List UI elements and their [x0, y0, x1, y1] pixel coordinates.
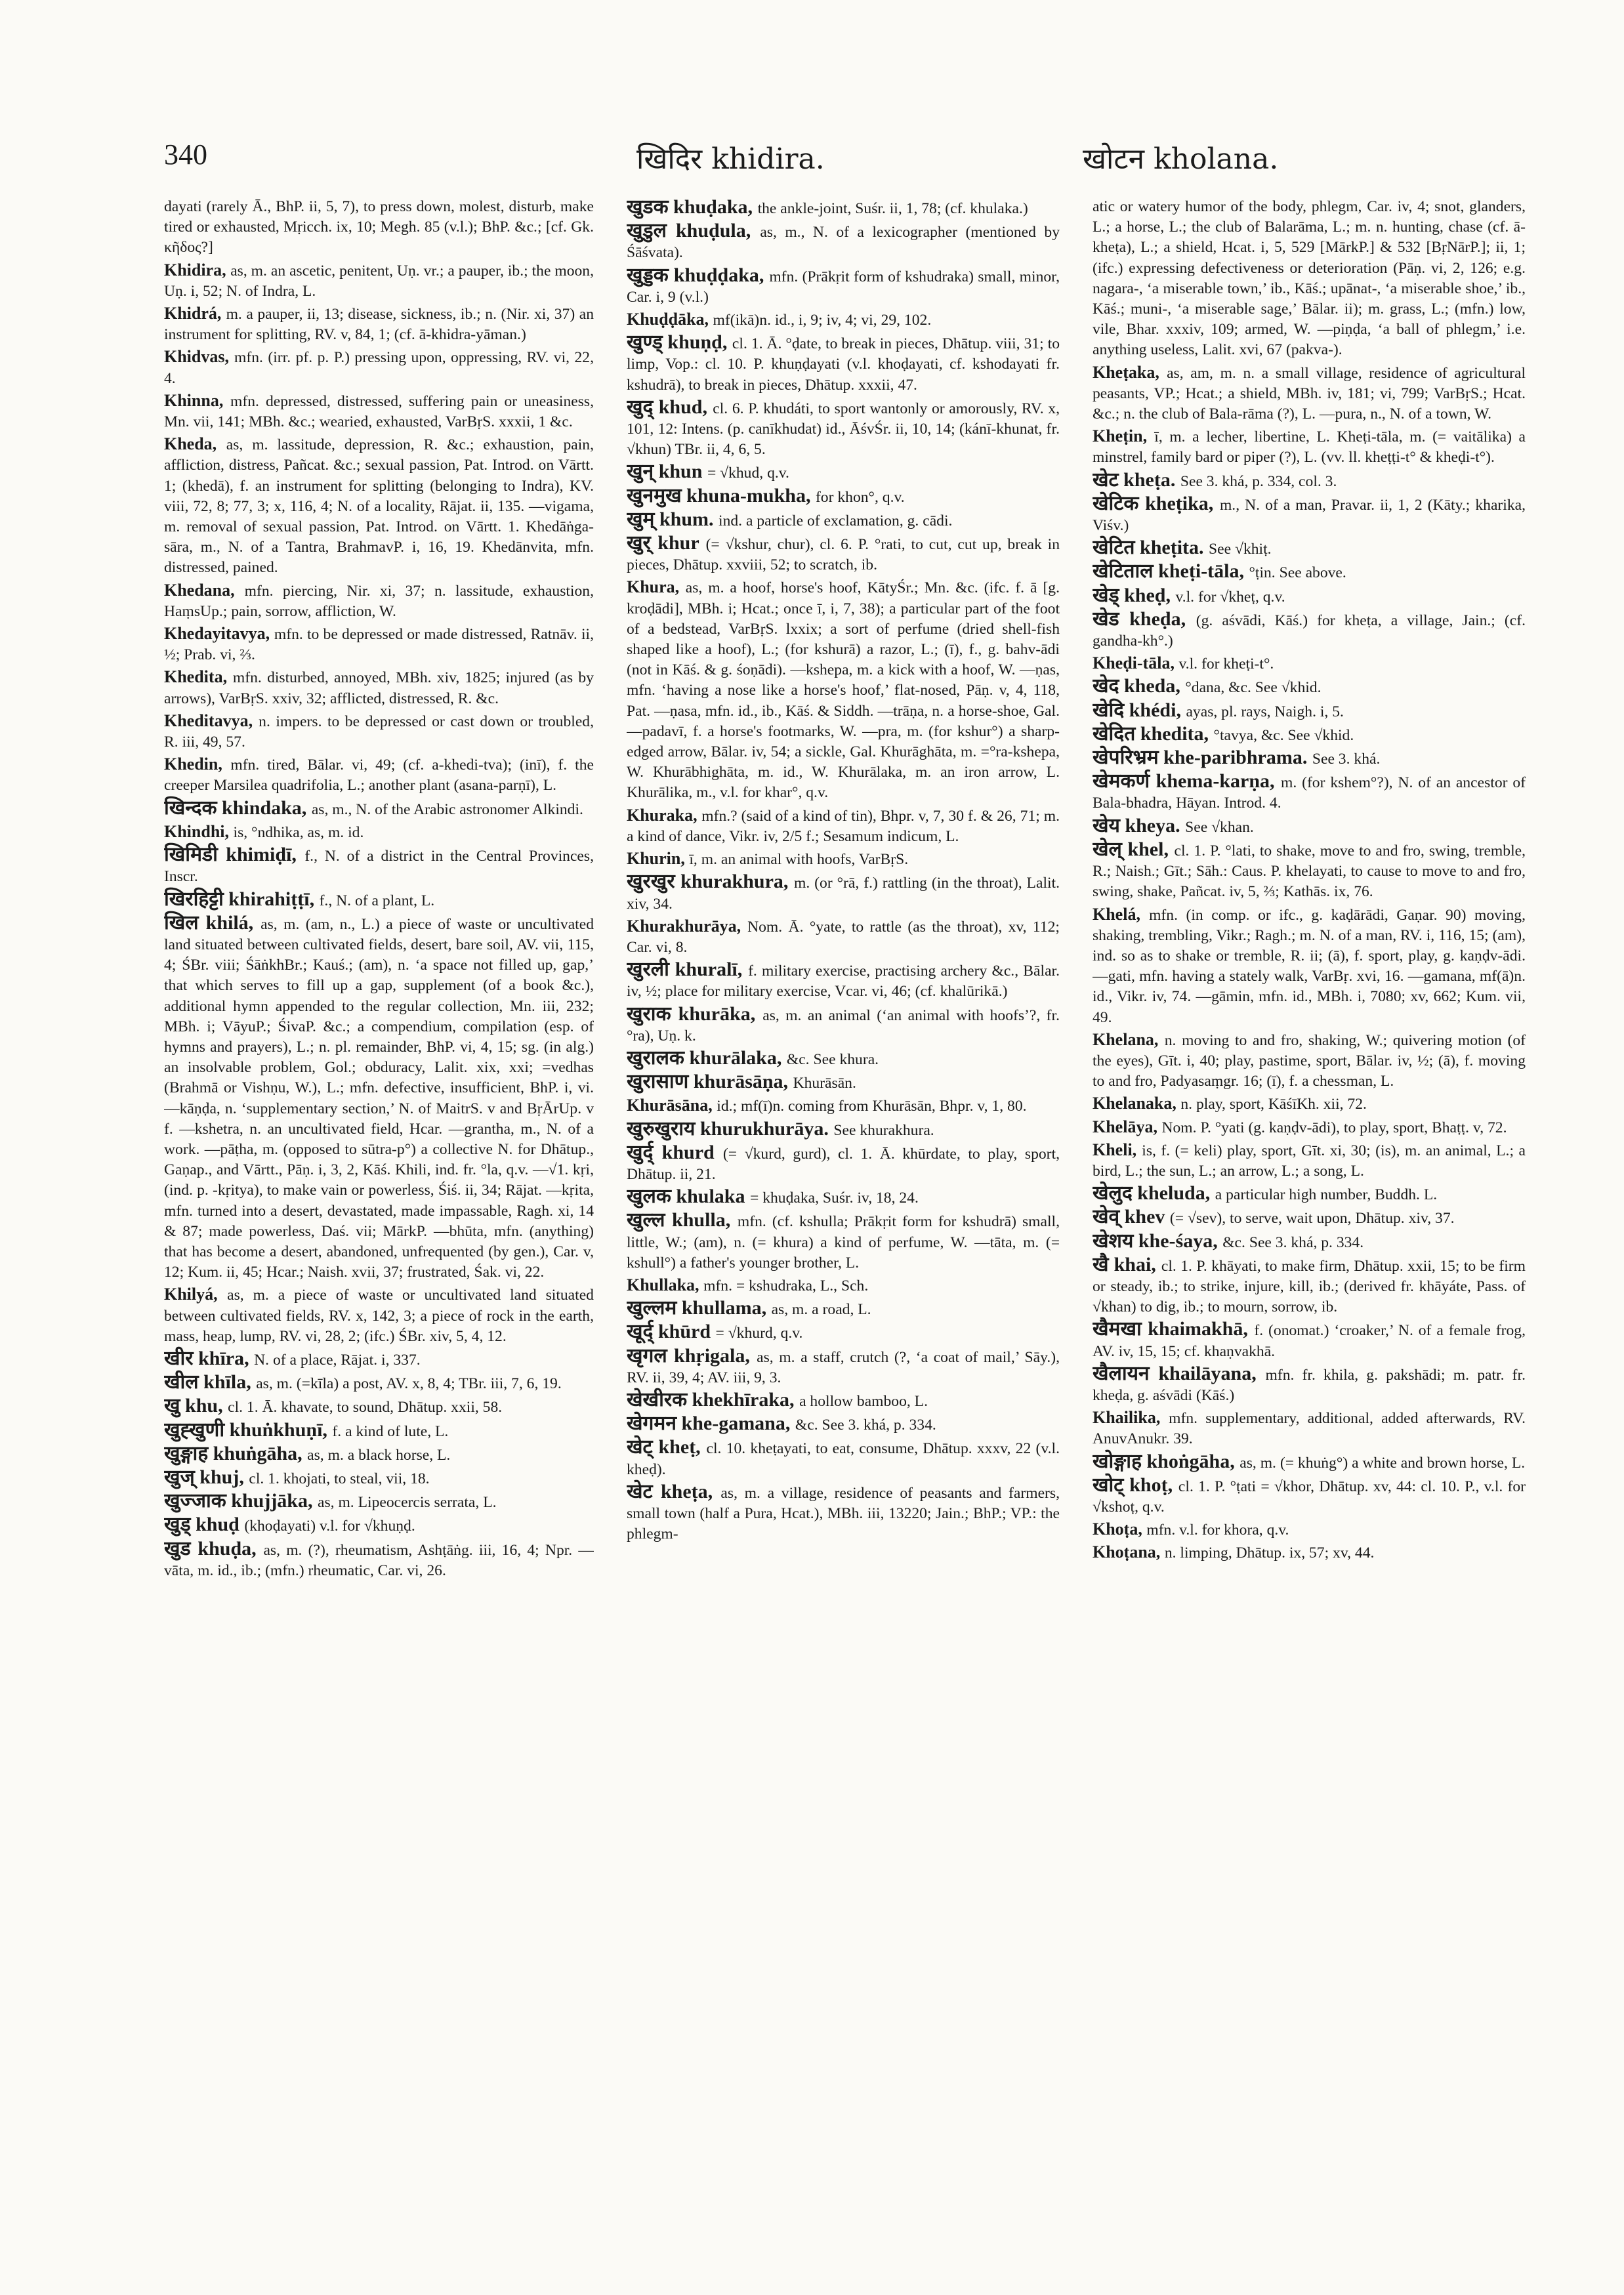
entry-headword: खेट् kheṭ, [627, 1436, 707, 1458]
dictionary-entry [164, 1491, 594, 1513]
entry-headword: खुरालक khurālaka, [627, 1046, 787, 1069]
dictionary-entry [164, 303, 594, 345]
entry-definition: as, m. lassitude, depression, R. &c.; exhaustion, pain, affliction, distress, Pañcat. &c.; sexual passion, Pat. Introd. on Vārtt. 1; (khedā), f. an instrument for splitting (belonging to Indra), KV. viii, 72, 8; 77, 3; x, 116, 4; N. of a locality, Rājat. ii, 135. —vigama, m. removal of sexual passion, Pat. Introd. on Vārtt. 1. Khedāṅga-sāra, m., N. of a Tantra, BrahmavP. i, 16, 19. Khedānvita, mfn. distressed, pained. [164, 436, 594, 577]
entry-definition: See √khiṭ. [1209, 541, 1272, 558]
dictionary-entry [1093, 700, 1526, 722]
entry-definition: cl. 1. Ā. °ḍate, to break in pieces, Dhātup. viii, 31; to limp, Vop.: cl. 10. P. khuṇḍayati (v.l. khoḍayati, cf. kshodayati fr. kshudrā), to break in pieces, Dhātup. xxxii, 47. [627, 335, 1060, 394]
entry-headword: Khelana, [1093, 1029, 1165, 1049]
entry-headword: खैमखा khaimakhā, [1093, 1318, 1255, 1340]
entry-headword: खुडुल khuḍula, [627, 220, 760, 242]
dictionary-entry [627, 309, 1060, 331]
entry-definition: (= √kurd, gurd), cl. 1. Ā. khūrdate, to play, sport, Dhātup. ii, 21. [627, 1145, 1060, 1183]
entry-definition: n. limping, Dhātup. ix, 57; xv, 44. [1164, 1544, 1375, 1562]
entry-headword: खुन् khun [627, 461, 707, 483]
entry-definition: mfn. (cf. kshulla; Prākṛit form for kshudrā) small, little, W.; (am), n. (= khura) a kind of perfume, W. —tāta, m. (= kshull°) a father's younger brother, L. [627, 1213, 1060, 1272]
entry-headword: Kheḍi-tāla, [1093, 653, 1179, 673]
dictionary-entry [1093, 585, 1526, 608]
entry-headword: Khailika, [1093, 1408, 1169, 1428]
entry-definition: mfn. (irr. pf. p. P.) pressing upon, oppressing, RV. vi, 22, 4. [164, 349, 594, 387]
entry-definition: See khurakhura. [833, 1121, 934, 1139]
entry-headword: Khedita, [164, 667, 233, 687]
entry-definition: mf(ikā)n. id., i, 9; iv, 4; vi, 29, 102. [713, 312, 932, 329]
dictionary-entry [627, 1390, 1060, 1412]
entry-definition: a hollow bamboo, L. [799, 1392, 928, 1410]
entry-headword: खुराक khurāka, [627, 1003, 763, 1025]
dictionary-entry [164, 1514, 594, 1537]
entry-definition: (g. aśvādi, Kāś.) for kheṭa, a village, Jain.; (cf. gandha-kh°.) [1093, 611, 1526, 650]
dictionary-entry [164, 754, 594, 796]
entry-definition: dayati (rarely Ā., BhP. ii, 5, 7), to press down, molest, disturb, make tired or exhausted, Mṛicch. ix, 10; Megh. 85 (v.l.); BhP. &c.; [cf. Gk. κῆδος?] [164, 198, 594, 257]
dictionary-entry [1093, 816, 1526, 838]
dictionary-entry [1093, 1319, 1526, 1361]
dictionary-entry [1093, 771, 1526, 814]
dictionary-entry [164, 260, 594, 302]
entry-definition: mfn. depressed, distressed, suffering pain or uneasiness, Mn. vii, 141; MBh. &c.; wearied, exhausted, VarBṛS. xxxii, 1 &c. [164, 392, 594, 431]
dictionary-entry [627, 1071, 1060, 1094]
entry-headword: Khelanaka, [1093, 1094, 1181, 1113]
dictionary-entry [1093, 1363, 1526, 1406]
entry-headword: खुल्ल khulla, [627, 1209, 738, 1231]
entry-definition: °dana, &c. See √khid. [1185, 679, 1322, 697]
entry-definition: mfn. (Prākṛit form of kshudraka) small, minor, Car. i, 9 (v.l.) [627, 268, 1060, 306]
dictionary-entry [1093, 1117, 1526, 1138]
entry-headword: Kheda, [164, 434, 226, 454]
entry-definition: as, m. an animal (‘an animal with hoofs’?, fr. °ra), Uṇ. k. [627, 1006, 1060, 1044]
entry-definition: mfn. supplementary, additional, added afterwards, RV. AnuvAnukr. 39. [1093, 1410, 1526, 1448]
entry-definition: Nom. Ā. °yate, to rattle (as the throat), xv, 112; Car. vi, 8. [627, 918, 1060, 956]
dictionary-entry [627, 1321, 1060, 1344]
dictionary-entry [627, 461, 1060, 484]
dictionary-entry [164, 667, 594, 709]
entry-definition: mfn.? (said of a kind of tin), Bhpr. v, 7, 30 f. & 26, 71; m. a kind of dance, Vikr. iv, 2/5 f.; Sesamum indicum, L. [627, 807, 1060, 845]
dictionary-entry [164, 711, 594, 753]
entry-headword: Khidrá, [164, 304, 226, 323]
entry-headword: खै khai, [1093, 1253, 1161, 1275]
entry-headword: खु khu, [164, 1395, 228, 1417]
dictionary-entry [164, 434, 594, 578]
dictionary-entry [627, 197, 1060, 219]
dictionary-entry [1093, 1140, 1526, 1182]
dictionary-entry [164, 580, 594, 622]
dictionary-entry [627, 1095, 1060, 1117]
entry-headword: खुड khuḍa, [164, 1537, 264, 1560]
entry-headword: खीर khīra, [164, 1347, 255, 1369]
dictionary-entry [1093, 470, 1526, 492]
dictionary-entry [627, 397, 1060, 461]
entry-definition: as, m. a village, residence of peasants and farmers, small town (half a Pura, Hcat.), MBh. iii, 13220; Jain.; BhP.; VP.: the phlegm- [627, 1484, 1060, 1543]
dictionary-entry [627, 871, 1060, 914]
column-1 [164, 197, 594, 2264]
entry-definition: See 3. khá, p. 334, col. 3. [1180, 472, 1337, 490]
entry-definition: ind. a particle of exclamation, g. cādi. [718, 512, 953, 529]
entry-definition: as, m. (?), rheumatism, Ashṭāṅg. iii, 16, 4; Npr. —vāta, m. id., ib.; (mfn.) rheumatic, Car. vi, 26. [164, 1541, 594, 1579]
dictionary-entry [627, 1048, 1060, 1070]
entry-headword: खेटित kheṭita. [1093, 537, 1209, 559]
entry-headword: खुलक khulaka [627, 1186, 750, 1208]
entry-headword: खेटिक kheṭika, [1093, 492, 1220, 514]
dictionary-entry [627, 1346, 1060, 1388]
entry-definition: f. a kind of lute, L. [332, 1422, 449, 1440]
entry-definition: m., N. of a man, Pravar. ii, 1, 2 (Kāty.; kharika, Viśv.) [1093, 496, 1526, 535]
entry-definition: cl. 6. P. khudáti, to sport wantonly or amorously, RV. x, 101, 12: Intens. (p. canīkhudat) id., ĀśvŚr. ii, 10, 14; (kánī-khunat, fr. √khun) TBr. ii, 4, 6, 5. [627, 400, 1060, 459]
entry-definition: ayas, pl. rays, Naigh. i, 5. [1186, 703, 1344, 720]
entry-definition: m. (for kshem°?), N. of an ancestor of Bala-bhadra, Hāyan. Introd. 4. [1093, 774, 1526, 812]
entry-definition: n. moving to and fro, shaking, W.; quivering motion (of the eyes), Gīt. i, 40; play, pastime, sport, Bālar. iv, ½; (ā), f. moving to and fro, Padyasaṃgr. 16; (ī), f. a chessman, L. [1093, 1031, 1526, 1090]
entry-definition: mfn. to be depressed or made distressed, Ratnāv. ii, ½; Prab. vi, ⅔. [164, 626, 594, 664]
entry-definition: f., N. of a district in the Central Provinces, Inscr. [164, 848, 594, 886]
dictionary-entry [627, 1210, 1060, 1273]
dictionary-entry [627, 805, 1060, 847]
entry-headword: खेगमन khe-gamana, [627, 1413, 795, 1435]
entry-headword: खुह्खुणी khuṅkhuṇī, [164, 1418, 333, 1441]
entry-definition: &c. See 3. khá, p. 334. [1222, 1233, 1364, 1251]
entry-definition: v.l. for kheṭi-t°. [1178, 655, 1274, 673]
entry-definition: (= √kshur, chur), cl. 6. P. °rati, to cut, cut up, break in pieces, Dhātup. xxviii, 52; to scratch, ib. [627, 536, 1060, 574]
entry-definition: Khurāsān. [793, 1075, 856, 1092]
dictionary-entry [1093, 493, 1526, 536]
entry-definition: (= √sev), to serve, wait upon, Dhātup. xiv, 37. [1169, 1210, 1455, 1228]
entry-headword: Kheditavya, [164, 711, 259, 730]
entry-headword: खेट kheṭa. [1093, 468, 1180, 491]
dictionary-entry [1093, 426, 1526, 468]
entry-headword: खेशय khe-śaya, [1093, 1230, 1223, 1252]
dictionary-entry [1093, 904, 1526, 1028]
entry-definition: ī, m. an animal with hoofs, VarBṛS. [689, 851, 909, 869]
dictionary-entry [1093, 1207, 1526, 1229]
entry-headword: Khoṭana, [1093, 1542, 1165, 1562]
entry-headword: खेदित khedita, [1093, 722, 1214, 745]
dictionary-entry [164, 913, 594, 1283]
entry-definition: f., N. of a plant, L. [319, 892, 435, 909]
entry-headword: Khura, [627, 577, 686, 597]
entry-definition: as, m. a hoof, horse's hoof, KātyŚr.; Mn. &c. (ifc. f. ā [g. kroḍādi], MBh. i; Hcat.; once ī, i, 7, 38); a particular part of the foot of a bedstead, VarBṛS. lxxix; a sort of perfume (dried shell-fish shaped like a hoof), L.; (for kshurā) a razor, L.; (ī), f., g. bahv-ādi (not in Kāś. & g. śoṇādi). —kshepa, m. a kick with a hoof, W. —ṇas, mfn. ‘having a nose like a horse's hoof,’ flat-nosed, Pāṇ. v, 4, 118, Pat. —ṇasa, mfn. id., ib., Kāś. & Siddh. —trāṇa, n. a horse-shoe, Gal. —padavī, f. a horse's footmarks, W. —pra, m. (for kshur°) a sharp-edged arrow, Bālar. iv, 54; a sickle, Gal. Khurāghāta, m. =°ra-kshepa, W. Khurābhighāta, m. id., W. Khurālaka, m. an iron arrow, L. Khurālika, m., v.l. for khar°, q.v. [627, 579, 1060, 802]
entry-definition: mfn. tired, Bālar. vi, 49; (cf. a-khedi-tva); (inī), f. the creeper Marsilea quadrifolia, L.; another plant (asana-parṇī), L. [164, 756, 594, 795]
dictionary-entry [164, 346, 594, 388]
entry-definition: = √khud, q.v. [707, 465, 789, 482]
entry-headword: खुरली khuralī, [627, 959, 749, 981]
dictionary-entry [1093, 609, 1526, 651]
entry-definition: mfn. disturbed, annoyed, MBh. xiv, 1825; injured (as by arrows), VarBṛS. xxiv, 32; afflicted, distressed, R. &c. [164, 669, 594, 707]
entry-headword: खेड् kheḍ, [1093, 584, 1176, 606]
column-3 [1093, 197, 1526, 2264]
entry-headword: खुडक khuḍaka, [627, 197, 758, 218]
entry-headword: Khinna, [164, 390, 230, 410]
entry-headword: Khedana, [164, 580, 245, 600]
entry-definition: cl. 1. P. khāyati, to make firm, Dhātup. xxii, 15; to be firm or steady, ib.; to strike, injure, kill, ib.; (derived fr. khāyáte, Pass. of √khan) to dig, ib.; to mourn, sorrow, ib. [1093, 1257, 1526, 1316]
entry-definition: n. impers. to be depressed or cast down or troubled, R. iii, 49, 57. [164, 713, 594, 751]
entry-definition: ī, m. a lecher, libertine, L. Kheṭi-tāla, m. (= vaitālika) a minstrel, family bard or piper (?), L. (vv. ll. kheṭṭi-t° & kheḍi-t°). [1093, 428, 1526, 466]
dictionary-entry [627, 1275, 1060, 1296]
entry-headword: खेपरिभ्रम khe-paribhrama. [1093, 747, 1312, 769]
entry-definition: atic or watery humor of the body, phlegm, Car. iv, 4; snot, glanders, L.; a horse, L.; the club of Balarāma, L.; m. n. hunting, chase (cf. ā-kheṭa), L.; a shield, Hcat. i, 5, 529 [MārkP.] & 532 [BṛNārP.]; ii, 1; (ifc.) expressing defectiveness or deterioration (Pāṇ. vi, 2, 126; e.g. nagara-, ‘a miserable town,’ ib., Kāś.; upānat-, ‘a miserable shoe,’ ib., Kāś.; muni-, ‘a miserable sage,’ Bālar. ii); m. grass, L.; (mfn.) low, vile, Bhar. xxxiv, 109; armed, W. —piṇḍa, ‘a ball of phlegm,’ i.e. anything useless, Lalit. xvi, 67 (pakva-). [1093, 198, 1526, 359]
dictionary-entry [627, 1142, 1060, 1185]
entry-definition: cl. 10. kheṭayati, to eat, consume, Dhātup. xxxv, 22 (v.l. kheḍ). [627, 1440, 1060, 1478]
entry-definition: = khuḍaka, Suśr. iv, 18, 24. [750, 1189, 919, 1207]
entry-headword: खेदि khédi, [1093, 699, 1186, 721]
entry-headword: खुनमुख khuna-mukha, [627, 484, 816, 507]
entry-definition: &c. See 3. khá, p. 334. [795, 1416, 936, 1434]
entry-headword: खैलायन khailāyana, [1093, 1362, 1266, 1384]
entry-headword: खुड् khuḍ [164, 1514, 245, 1536]
entry-headword: खुम् khum. [627, 508, 719, 530]
dictionary-entry [1093, 653, 1526, 674]
entry-headword: खेमकर्ण khema-karṇa, [1093, 770, 1281, 793]
dictionary-entry [1093, 747, 1526, 770]
entry-definition: f. military exercise, practising archery &c., Bālar. iv, ½; place for military exercise, Vcar. vi, 46; (cf. khalūrikā.) [627, 962, 1060, 1001]
dictionary-entry [164, 821, 594, 843]
entry-headword: खुर् khur [627, 532, 706, 554]
dictionary-entry [627, 1298, 1060, 1320]
entry-definition: Nom. P. °yati (g. kaṇḍv-ādi), to play, sport, Bhaṭṭ. v, 72. [1161, 1119, 1507, 1136]
dictionary-entry [164, 1443, 594, 1466]
entry-headword: खुद् khud, [627, 396, 713, 418]
entry-headword: Kheṭin, [1093, 426, 1155, 446]
entry-headword: खेद kheda, [1093, 675, 1186, 697]
entry-headword: खेड kheḍa, [1093, 608, 1196, 630]
dictionary-entry [627, 332, 1060, 396]
entry-definition: = √khurd, q.v. [715, 1325, 803, 1342]
entry-definition: N. of a place, Rājat. i, 337. [254, 1351, 421, 1369]
dictionary-entry [1093, 676, 1526, 698]
entry-definition: mfn. fr. khila, g. pakshādi; m. patr. fr. kheḍa, g. aśvādi (Kāś.) [1093, 1366, 1526, 1404]
entry-headword: खुरखुर khurakhura, [627, 871, 794, 893]
entry-definition: as, m. a road, L. [771, 1301, 871, 1319]
entry-definition: id.; mf(ī)n. coming from Khurāsān, Bhpr. v, 1, 80. [717, 1098, 1027, 1115]
dictionary-entry [1093, 1093, 1526, 1115]
dictionary-entry [627, 577, 1060, 803]
entry-definition: as, am, m. n. a small village, residence of agricultural peasants, VP.; Hcat.; a shield, MBh. iv, 181; vi, 799; VarBṛS.; Hcat. &c.; n. the club of Bala-rāma (?), L. —pura, n., N. of a town, W. [1093, 364, 1526, 423]
entry-headword: खुज् khuj, [164, 1466, 249, 1488]
entry-definition: is, f. (= keli) play, sport, Gīt. xi, 30; (is), m. an animal, L.; a bird, L.; the sun, L.; an arrow, L.; a song, L. [1093, 1142, 1526, 1180]
dictionary-entry [164, 798, 594, 820]
entry-definition: cl. 1. Ā. khavate, to sound, Dhātup. xxii, 58. [228, 1399, 503, 1416]
dictionary-entry [164, 844, 594, 887]
entry-headword: खेव् khev [1093, 1206, 1170, 1228]
dictionary-entry [164, 1348, 594, 1371]
entry-definition: as, m. Lipeocercis serrata, L. [318, 1494, 497, 1512]
entry-headword: Khilyá, [164, 1285, 228, 1304]
dictionary-entry [627, 1413, 1060, 1436]
entry-definition: °ṭin. See above. [1249, 564, 1346, 582]
entry-definition: as, m., N. of a lexicographer (mentioned by Śāśvata). [627, 224, 1060, 262]
dictionary-entry [627, 959, 1060, 1002]
entry-headword: Khoṭa, [1093, 1520, 1147, 1539]
dictionary-entry [627, 265, 1060, 308]
dictionary-entry [627, 220, 1060, 263]
dictionary-entry [1093, 1451, 1526, 1474]
entry-headword: खुरुखुराय khurukhurāya. [627, 1117, 834, 1140]
entry-headword: खेखीरक khekhīraka, [627, 1388, 800, 1411]
entry-headword: खेय kheya. [1093, 814, 1186, 837]
entry-headword: खेटिताल kheṭi-tāla, [1093, 560, 1249, 583]
dictionary-entry [627, 1004, 1060, 1046]
entry-definition: as, m. a staff, crutch (?, ‘a coat of mail,’ Sāy.), RV. ii, 39, 4; AV. iii, 9, 3. [627, 1348, 1060, 1386]
dictionary-entry [1093, 362, 1526, 425]
dictionary-entry [164, 1284, 594, 1347]
column-2 [627, 197, 1060, 2264]
entry-headword: खृगल khṛigala, [627, 1344, 757, 1367]
dictionary-entry [164, 390, 594, 432]
dictionary-entry [1093, 1231, 1526, 1253]
dictionary-entry [1093, 561, 1526, 583]
dictionary-entry [627, 1437, 1060, 1479]
entry-definition: (khoḍayati) v.l. for √khuṇḍ. [244, 1518, 415, 1535]
entry-definition: m. (or °rā, f.) rattling (in the throat), Lalit. xiv, 34. [627, 875, 1060, 913]
entry-headword: खुल्लम khullama, [627, 1297, 772, 1319]
dictionary-entry [1093, 1407, 1526, 1449]
entry-headword: Kheṭaka, [1093, 362, 1167, 382]
entry-definition: as, m. an ascetic, penitent, Uṇ. vr.; a pauper, ib.; the moon, Uṇ. i, 52; N. of Indra, L. [164, 262, 594, 300]
dictionary-entry [1093, 537, 1526, 560]
entry-headword: Khurakhurāya, [627, 916, 748, 936]
dictionary-entry [164, 197, 594, 258]
entry-definition: See √khan. [1185, 818, 1254, 836]
dictionary-entry [627, 533, 1060, 575]
entry-definition: as, m. a piece of waste or uncultivated land situated between cultivated fields, RV. x, 142, 3; a piece of rock in the earth, mass, heap, lump, RV. vi, 28, 2; (ifc.) ŚBr. xiv, 5, 4, 12. [164, 1287, 594, 1345]
entry-headword: खुर्द् khurd [627, 1141, 723, 1163]
entry-definition: cl. 1. P. °lati, to shake, move to and fro, swing, tremble, R.; Naish.; Gīt.; Sāh.: Caus. P. khelayati, to cause to move to and fro, swing, shake, Pañcat. iv, 5, ⅔; Kathās. ix, 76. [1093, 842, 1526, 901]
dictionary-entry [164, 623, 594, 665]
dictionary-entry [1093, 839, 1526, 903]
entry-headword: खिन्दक khindaka, [164, 796, 312, 819]
dictionary-entry [627, 1481, 1060, 1545]
dictionary-entry [1093, 1542, 1526, 1563]
entry-headword: Khuḍḍāka, [627, 310, 713, 329]
entry-definition: as, m., N. of the Arabic astronomer Alkindi. [311, 800, 583, 818]
entry-headword: खोट् khoṭ, [1093, 1474, 1178, 1496]
entry-headword: Khullaka, [627, 1275, 704, 1294]
dictionary-entry [164, 1372, 594, 1394]
entry-headword: खुङ्गाह khuṅgāha, [164, 1442, 308, 1464]
entry-definition: v.l. for √kheṭ, q.v. [1175, 588, 1285, 606]
entry-headword: खूर्द् khūrd [627, 1321, 716, 1343]
entry-definition: &c. See khura. [786, 1050, 879, 1068]
dictionary-entry [164, 889, 594, 911]
entry-headword: खुड्डक khuḍḍaka, [627, 264, 770, 286]
entry-definition: as, m. a black horse, L. [307, 1446, 451, 1464]
entry-headword: Khidira, [164, 260, 231, 279]
dictionary-entry [1093, 197, 1526, 361]
entry-definition: cl. 1. P. °ṭati = √khor, Dhātup. xv, 44: cl. 10. P., v.l. for √kshoṭ, q.v. [1093, 1478, 1526, 1516]
entry-definition: mfn. v.l. for khora, q.v. [1146, 1521, 1289, 1539]
entry-headword: Khuraka, [627, 805, 702, 825]
entry-headword: Khedin, [164, 755, 231, 774]
entry-headword: खेट kheṭa, [627, 1480, 721, 1502]
entry-definition: as, m. (= khuṅg°) a white and brown horse, L. [1239, 1454, 1526, 1472]
entry-definition: f. (onomat.) ‘croaker,’ N. of a female frog, AV. iv, 15, 15; cf. khaṇvakhā. [1093, 1322, 1526, 1360]
entry-definition: as, m. (am, n., L.) a piece of waste or uncultivated land situated between cultivated fields, desert, bare soil, AV. vii, 115, 4; ŚBr. viii; ŚāṅkhBr.; Kauś.; (am), n. ‘a space not filled up, gap,’ that which serves to fill up a gap, supplement (of a book &c.), additional hymn appended to the regular collection, Mn. iii, 232; MBh. i; VāyuP.; ŚivaP. &c.; a compendium, compilation (esp. of hymns and prayers), L.; n. pl. remainder, BhP. vi, 4, 15; sg. (in alg.) an insolvable problem, Gol.; obduracy, Lalit. xix, xxi; =vedhas (Brahmā or Vishṇu, W.), L.; mfn. defective, insufficient, BhP. i, vi. —kāṇḍa, n. ‘supplementary section,’ N. of MaitrS. v and BṛĀrUp. v f. —kshetra, n. an uncultivated field, Hcar. —grantha, m., N. of a work. —pāṭha, m. (opposed to sūtra-p°) a collective N. for Dhātup., Gaṇap., and Vārtt., Pāṇ. i, 3, 2, Kāś. Khili, ind. fr. °la, q.v. —√1. kṛi, (ind. p. -kṛitya), to make vain or powerless, Śiś. ii, 34; Rājat. —kṛita, mfn. turned into a desert, devastated, made impassable, Ragh. xi, 14 & 87; made powerless, Daś. vii; MārkP. —bhūta, mfn. (anything) that has become a desert, abandoned, unfrequented (by gen.), Car. v, 12; Kum. ii, 45; Hcar.; Naish. xvii, 37; frustrated, Śak. vi, 22. [164, 915, 594, 1281]
entry-definition: mfn. = kshudraka, L., Sch. [703, 1277, 869, 1294]
entry-headword: खुरासाण khurāsāṇa, [627, 1071, 793, 1093]
dictionary-entry [1093, 1475, 1526, 1518]
entry-headword: खुण्ड् khuṇḍ, [627, 331, 732, 354]
entry-headword: खोङ्गाह khoṅgāha, [1093, 1450, 1240, 1472]
entry-headword: Khurāsāna, [627, 1096, 717, 1115]
entry-headword: खील khīla, [164, 1371, 257, 1394]
page-number: 340 [164, 138, 207, 171]
entry-headword: खेल् khel, [1093, 838, 1175, 860]
dictionary-entry [627, 486, 1060, 508]
guide-word-right: खोटन kholana. [1083, 142, 1279, 176]
dictionary-entry [1093, 1029, 1526, 1092]
entry-headword: खिरहिट्टी khirahiṭṭī, [164, 888, 320, 910]
dictionary-entry [627, 1119, 1060, 1141]
dictionary-entry [164, 1420, 594, 1442]
dictionary-entry [627, 1186, 1060, 1209]
entry-headword: खिमिडी khimiḍī, [164, 844, 305, 866]
entry-headword: Khedayitavya, [164, 624, 274, 644]
entry-headword: Khelāya, [1093, 1117, 1162, 1136]
dictionary-entry [164, 1396, 594, 1418]
entry-definition: the ankle-joint, Suśr. ii, 1, 78; (cf. khulaka.) [757, 200, 1028, 217]
entry-definition: mfn. (in comp. or ifc., g. kaḍārādi, Gaṇar. 90) moving, shaking, trembling, Vikr.; Ragh.; m. N. of a man, RV. i, 116, 15; (am), ind. so as to shake or tremble, R. ii; (ā), f. sport, play, g. kaṇḍv-ādi. —gati, mfn. having a stately walk, VarBṛ. xvi, 16. —gamana, mf(ā)n. id., Vikr. iv, 74. —gāmin, mfn. id., MBh. i, 7080; xv, 662; Kum. vii, 49. [1093, 906, 1526, 1026]
page-header [164, 138, 1483, 197]
dictionary-entry [627, 848, 1060, 870]
dictionary-entry [164, 1539, 594, 1581]
dictionary-entry [1093, 1254, 1526, 1318]
dictionary-entry [164, 1467, 594, 1489]
entry-definition: a particular high number, Buddh. L. [1215, 1186, 1438, 1204]
entry-headword: खुज्जाक khujjāka, [164, 1490, 318, 1512]
entry-headword: Khelá, [1093, 904, 1150, 924]
entry-headword: Khidvas, [164, 347, 235, 367]
guide-word-left: खिदिर khidira. [636, 142, 825, 176]
entry-definition: m. a pauper, ii, 13; disease, sickness, ib.; n. (Nir. xi, 37) an instrument for splitting, RV. v, 84, 1; (cf. ā-khidra-yāman.) [164, 306, 594, 344]
entry-definition: is, °ndhika, as, m. id. [233, 823, 364, 841]
entry-headword: Khindhi, [164, 821, 234, 841]
entry-headword: Kheli, [1093, 1140, 1142, 1159]
entry-definition: cl. 1. khojati, to steal, vii, 18. [249, 1470, 430, 1487]
entry-definition: °tavya, &c. See √khid. [1213, 726, 1354, 744]
entry-headword: Khurin, [627, 849, 690, 869]
dictionary-entry [627, 916, 1060, 958]
entry-definition: See 3. khá. [1312, 751, 1381, 768]
entry-definition: as, m. (=kīla) a post, AV. x, 8, 4; TBr. iii, 7, 6, 19. [256, 1375, 562, 1393]
dictionary-entry [1093, 1183, 1526, 1205]
entry-headword: खिल khilá, [164, 911, 261, 934]
dictionary-entry [1093, 1519, 1526, 1540]
dictionary-entry [627, 509, 1060, 531]
entry-headword: खेलुद kheluda, [1093, 1182, 1215, 1205]
entry-definition: n. play, sport, KāśīKh. xii, 72. [1180, 1096, 1367, 1113]
dictionary-entry [1093, 724, 1526, 746]
entry-definition: mfn. piercing, Nir. xi, 37; n. lassitude, exhaustion, HaṃsUp.; pain, sorrow, affliction, W. [164, 582, 594, 620]
entry-definition: for khon°, q.v. [815, 488, 905, 506]
